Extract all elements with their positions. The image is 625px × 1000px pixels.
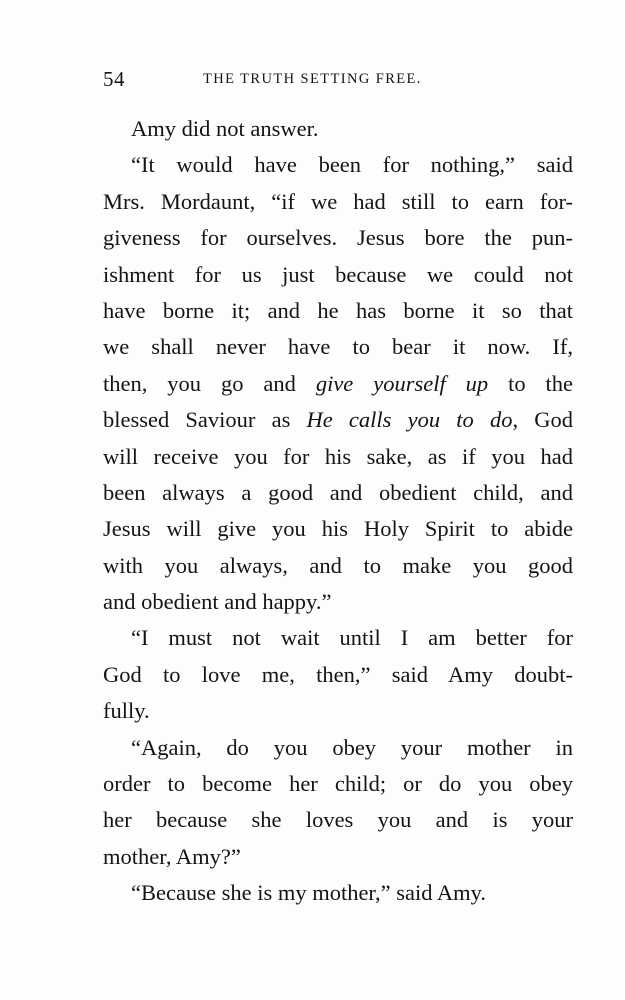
text-line: mother, Amy?”: [103, 843, 241, 869]
text-line: giveness for ourselves. Jesus bore the pun-: [103, 225, 573, 251]
text-line: Mrs. Mordaunt, “if we had still to earn for-: [103, 188, 573, 214]
text-run: then, you go and: [103, 370, 316, 396]
text-line: will receive you for his sake, as if you had: [103, 443, 573, 469]
text-run: to the: [488, 370, 573, 396]
text-line: Jesus will give you his Holy Spirit to abide: [103, 516, 573, 542]
text-line: God to love me, then,” said Amy doubt-: [103, 661, 573, 687]
text-line: we shall never have to bear it now. If,: [103, 334, 573, 360]
text-line: her because she loves you and is your: [103, 807, 573, 833]
page-header: [103, 67, 573, 97]
text-line: “Because she is my mother,” said Amy.: [131, 880, 487, 906]
running-title: THE TRUTH SETTING FREE.: [203, 71, 422, 87]
text-line: “I must not wait until I am better for: [131, 625, 573, 651]
text-line: order to become her child; or do you obey: [103, 771, 573, 797]
text-line: have borne it; and he has borne it so that: [103, 297, 573, 323]
text-line: [103, 402, 573, 438]
page-number: 54: [103, 67, 125, 91]
text-line: [103, 366, 573, 402]
text-line: Amy did not answer.: [131, 116, 319, 141]
text-line: with you always, and to make you good: [103, 552, 573, 578]
text-line: “Again, do you obey your mother in: [131, 734, 573, 760]
text-run: blessed Saviour as: [103, 407, 307, 433]
text-line: “It would have been for nothing,” said: [131, 152, 573, 178]
text-line: been always a good and obedient child, and: [103, 479, 573, 505]
italic-phrase: give yourself up: [315, 370, 489, 396]
text-line: ishment for us just because we could not: [103, 261, 573, 287]
text-line: fully.: [103, 698, 150, 724]
body-text: [103, 111, 573, 912]
text-line: and obedient and happy.”: [103, 589, 332, 615]
italic-phrase: He calls you to do: [306, 407, 513, 433]
text-run: , God: [512, 407, 574, 433]
